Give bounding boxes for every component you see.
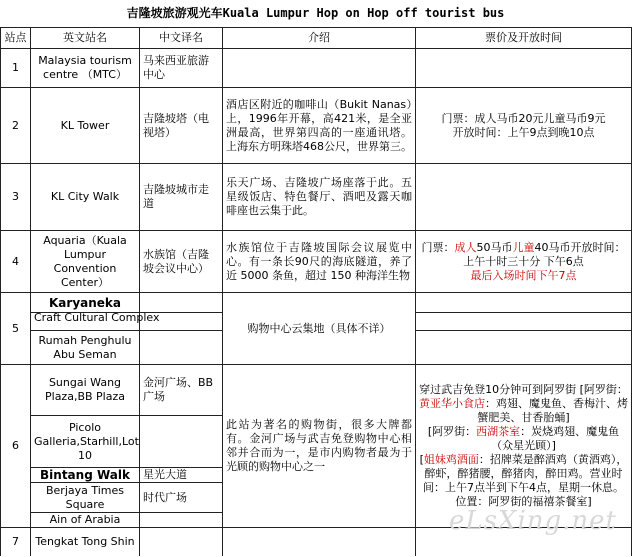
ticket-line [419, 241, 628, 255]
stop-cn: 金河广场、BB广场 [140, 365, 223, 416]
stop-en: Karyaneka [31, 293, 140, 313]
stop-en: KL Tower [31, 88, 140, 164]
header-intro: 介绍 [223, 28, 416, 49]
stop-en: Bintang Walk [31, 468, 140, 483]
stop-ticket [416, 293, 632, 313]
stop-ticket [416, 49, 632, 88]
table-row [1, 365, 632, 416]
table-header-row [1, 28, 632, 49]
stop-cn: 吉隆坡城市走道 [140, 164, 223, 231]
stop-no: 7 [1, 528, 31, 556]
table-row [1, 49, 632, 88]
ticket-note-highlight: 西湖茶室 [476, 425, 521, 438]
header-ticket: 票价及开放时间 [416, 28, 632, 49]
ticket-child-label: 儿童 [512, 240, 535, 254]
ticket-note-text: 穿过武吉免登10分钟可到阿罗街 [阿罗街： [419, 383, 628, 396]
stop-cn: 星光大道 [140, 468, 223, 483]
page-title: 吉隆坡旅游观光车Kuala Lumpur Hop on Hop off tourist bus [126, 6, 505, 20]
stop-cn: 马来西亚旅游中心 [140, 49, 223, 88]
stop-no: 5 [1, 293, 31, 365]
ticket-child-price: 40马币开放时间： [534, 240, 626, 254]
stop-no: 2 [1, 88, 31, 164]
stop-no: 6 [1, 365, 31, 528]
ticket-price: 门票：成人马币20元儿童马币9元 [441, 111, 606, 125]
ticket-note-highlight: 黄亚华小食店 [419, 397, 485, 410]
stop-no: 4 [1, 231, 31, 293]
header-en: 英文站名 [31, 28, 140, 49]
stop-en: Picolo Galleria,Starhill,Lot 10 [31, 416, 140, 468]
stop-intro: 购物中心云集地（具体不详） [223, 293, 416, 365]
stop-en: KL City Walk [31, 164, 140, 231]
stop-en [31, 310, 160, 331]
ticket-hours: 开放时间：上午9点到晚10点 [452, 125, 595, 139]
header-cn: 中文译名 [140, 28, 223, 49]
ticket-label: 门票： [421, 240, 455, 254]
stop-cn: 时代广场 [140, 483, 223, 513]
stop-en-text: Craft Cultural Complex [34, 310, 160, 324]
stop-en: Tengkat Tong Shin [31, 528, 140, 556]
stop-intro: 此站为著名的购物街，很多大牌都有。金河广场与武吉免登购物中心相邻并合而为一，是市内购物者最为于光顾的购物中心之一 [223, 365, 416, 528]
ticket-note [419, 425, 628, 453]
ticket-note-text: [ [419, 453, 424, 466]
table-row [1, 88, 632, 164]
stop-en: Rumah Penghulu Abu Seman [31, 331, 140, 365]
watermark: eLsXing.net [448, 506, 617, 536]
stop-ticket [416, 88, 632, 164]
stop-cn [140, 513, 223, 528]
stop-en: Aquaria（Kuala Lumpur Convention Center） [31, 231, 140, 293]
ticket-note-text: ：招牌菜是醉酒鸡（黄酒鸡），醉虾，醉猪腰，醉猪肉，醉田鸡。营业时间：上午7点半到下午4点，星期一休息。位置：阿罗街的福禧茶餐室] [423, 453, 628, 508]
stop-ticket [416, 331, 632, 365]
table-row [1, 231, 632, 293]
stop-en: Berjaya Times Square [31, 483, 140, 513]
stop-no: 1 [1, 49, 31, 88]
stop-cn [140, 293, 223, 313]
ticket-adult-price: 50马币 [476, 240, 513, 254]
stop-intro: 酒店区附近的咖啡山（Bukit Nanas）上，1996年开幕，高421米，是全亚洲最高，世界第四高的一座通讯塔。上海东方明珠塔468公尺，世界第三。 [223, 88, 416, 164]
bus-stop-table [0, 27, 632, 556]
stop-cn [140, 528, 223, 556]
header-no: 站点 [1, 28, 31, 49]
ticket-hours: 上午十时三十分 下午6点 [463, 254, 584, 268]
ticket-note-text: ：炭烧鸡翅、魔鬼鱼（众星光顾）] [491, 425, 620, 452]
stop-no: 3 [1, 164, 31, 231]
stop-cn: 水族馆（吉隆坡会议中心） [140, 231, 223, 293]
stop-en: Ain of Arabia [31, 513, 140, 528]
stop-ticket [416, 313, 632, 331]
table-row [1, 164, 632, 231]
ticket-note-text: ：鸡翅、魔鬼鱼、香梅汁、烤蟹肥美、甘香胎蛹] [477, 397, 628, 424]
stop-intro: 乐天广场、吉隆坡广场座落于此。五星级饭店、特色餐厅、酒吧及露天咖啡座也云集于此。 [223, 164, 416, 231]
last-entry-time: 下午7点 [536, 268, 577, 282]
ticket-note-text: [阿罗街： [427, 425, 477, 438]
stop-intro: 水族馆位于吉隆坡国际会议展览中心。有一条长90尺的海底隧道，养了近 5000 条鱼，超过 150 种海洋生物 [223, 231, 416, 293]
stop-ticket [416, 164, 632, 231]
table-row [1, 293, 632, 313]
stop-cn [140, 416, 223, 468]
stop-en: Sungai Wang Plaza,BB Plaza [31, 365, 140, 416]
stop-intro [223, 528, 416, 556]
ticket-note [419, 383, 628, 425]
stop-cn: 吉隆坡塔（电视塔） [140, 88, 223, 164]
stop-ticket [416, 231, 632, 293]
ticket-last-entry [419, 269, 628, 283]
ticket-adult-label: 成人 [454, 240, 477, 254]
stop-ticket [416, 365, 632, 528]
ticket-note [419, 453, 628, 509]
stop-intro [223, 49, 416, 88]
stop-cn [140, 331, 223, 365]
last-entry-label: 最后入场时间 [470, 268, 537, 282]
ticket-note-highlight: 姐妹鸡酒面 [423, 453, 479, 466]
stop-en: Malaysia tourism centre （MTC） [31, 49, 140, 88]
